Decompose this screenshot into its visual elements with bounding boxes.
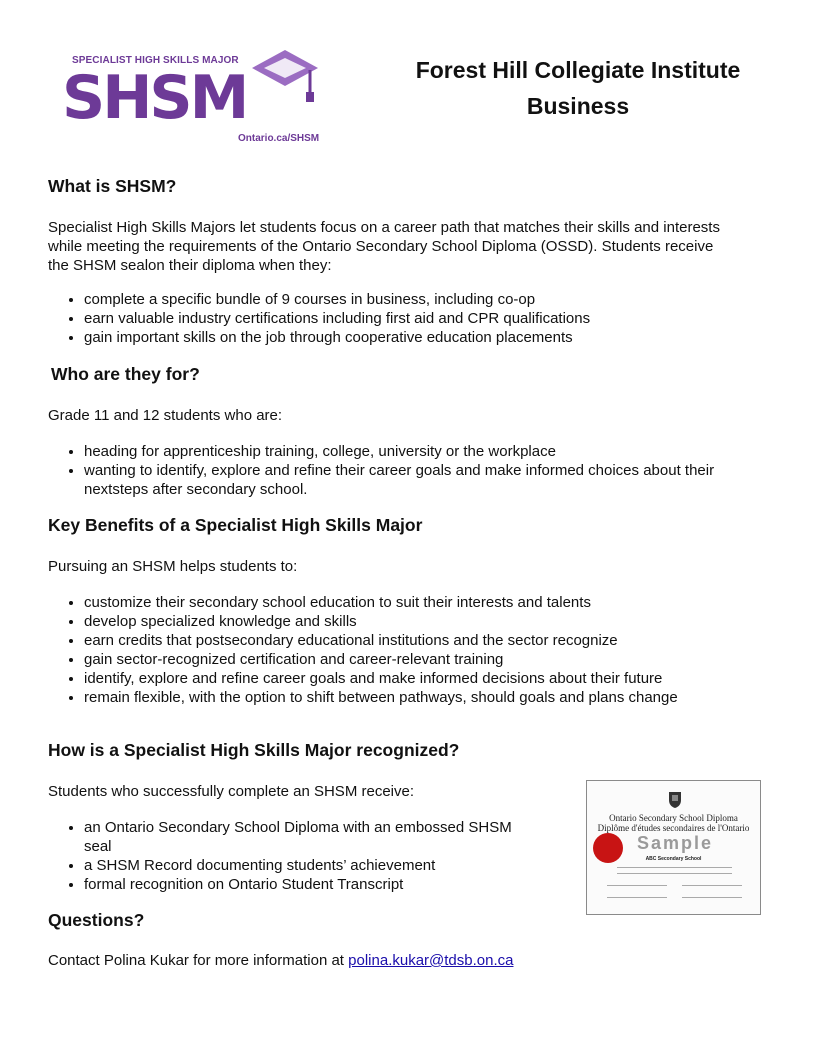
list-item: • formal recognition on Ontario Student Transcript (84, 875, 524, 894)
program-name: Business (526, 93, 630, 119)
list-item: • heading for apprenticeship training, college, university or the workplace (84, 442, 774, 461)
diploma-title (587, 813, 760, 833)
contact-text: Contact Polina Kukar for more information at (48, 952, 344, 969)
contact-email-link[interactable]: polina.kukar@tdsb.on.ca (348, 952, 514, 969)
list-item: • earn valuable industry certifications including first aid and CPR qualifications (84, 309, 590, 328)
diploma-watermark: Sample (637, 833, 714, 853)
list-item: • identify, explore and refine career goals and make informed decisions about their future (84, 669, 774, 688)
list-item: • a SHSM Record documenting students’ achievement (84, 856, 524, 875)
section-intro-benefits: Pursuing an SHSM helps students to: (48, 558, 298, 575)
logo-url: Ontario.ca/SHSM (238, 133, 320, 144)
diploma-title-fr: Diplôme d'études secondaires de l'Ontario (597, 823, 750, 833)
logo-tagline: SPECIALIST HIGH SKILLS MAJOR (72, 55, 239, 66)
section-intro-who: Grade 11 and 12 students who are: (48, 407, 283, 424)
list-item: • remain flexible, with the option to shift between pathways, should goals and plans change (84, 688, 774, 707)
list-item: • gain sector-recognized certification and career-relevant training (84, 650, 774, 669)
diploma-text-line (617, 873, 732, 874)
diploma-signature-line (682, 885, 742, 886)
diploma-text-line (607, 897, 667, 898)
list-item: • an Ontario Secondary School Diploma with an embossed SHSM seal (84, 818, 524, 856)
section-heading-benefits: Key Benefits of a Specialist High Skills Major (48, 515, 423, 535)
list-item: • wanting to identify, explore and refine their career goals and make informed choices about their nextsteps after secondary school. (84, 461, 774, 499)
list-what (48, 290, 590, 347)
list-benefits (48, 593, 774, 707)
list-item: • develop specialized knowledge and skills (84, 612, 774, 631)
diploma-text-line (617, 867, 732, 868)
list-recognized (48, 818, 524, 894)
list-item: • earn credits that postsecondary educational institutions and the sector recognize (84, 631, 774, 650)
section-heading-who: Who are they for? (51, 364, 200, 384)
diploma-title-en: Ontario Secondary School Diploma (609, 813, 738, 823)
section-heading-what: What is SHSM? (48, 176, 177, 196)
diploma-signature-line (682, 897, 742, 898)
diploma-school: ABC Secondary School (645, 856, 702, 862)
logo-wordmark: SHSM (62, 63, 247, 133)
diploma-sample-image (586, 780, 761, 915)
section-intro-recognized: Students who successfully complete an SHSM receive: (48, 783, 414, 800)
graduation-cap-icon (250, 48, 320, 104)
list-who (48, 442, 774, 499)
section-heading-questions: Questions? (48, 910, 145, 930)
list-item: • customize their secondary school education to suit their interests and talents (84, 593, 774, 612)
document-header (408, 52, 748, 124)
contact-line (48, 951, 513, 970)
section-intro-what: Specialist High Skills Majors let students focus on a career path that matches their skills and interests while meeting the requirements of the Ontario Secondary School Diploma (OSSD). Students receive the SHSM sealon their diploma when they: (48, 219, 720, 274)
list-item: • complete a specific bundle of 9 courses in business, including co-op (84, 290, 590, 309)
shsm-logo (60, 46, 322, 148)
crest-icon (665, 789, 685, 809)
list-item: • gain important skills on the job through cooperative education placements (84, 328, 590, 347)
school-name: Forest Hill Collegiate Institute (415, 57, 741, 83)
diploma-text-line (607, 885, 667, 886)
section-heading-recognized: How is a Specialist High Skills Major recognized? (48, 740, 460, 760)
